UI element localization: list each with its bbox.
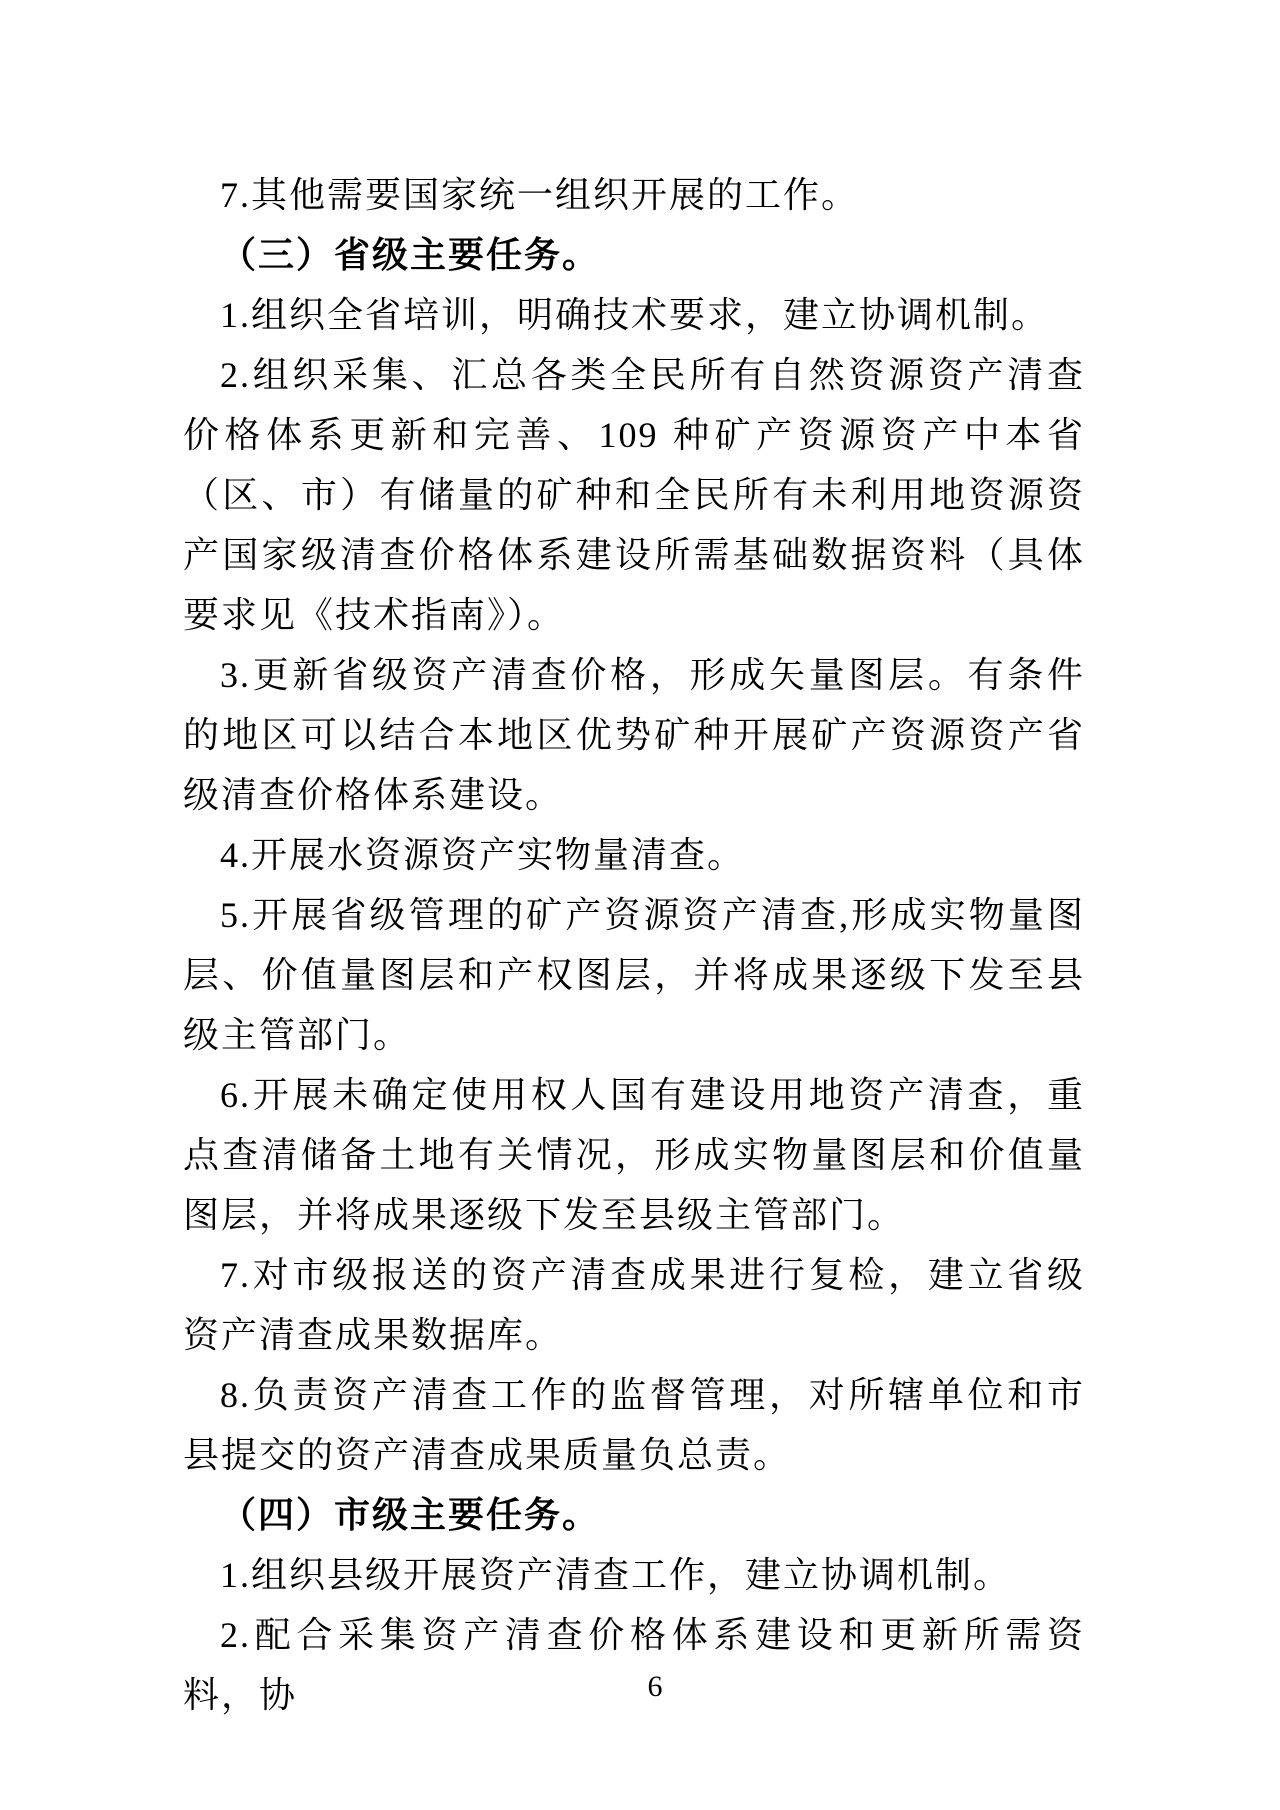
page-number: 6 (647, 1670, 663, 1703)
para-provincial-task-1: 1.组织全省培训，明确技术要求，建立协调机制。 (220, 295, 1050, 335)
heading-provincial-tasks: （三）省级主要任务。 (220, 235, 601, 275)
heading-municipal-tasks: （四）市级主要任务。 (220, 1495, 601, 1535)
para-provincial-task-8: 8.负责资产清查工作的监督管理，对所辖单位和市县提交的资产清查成果质量负总责。 (183, 1375, 1085, 1475)
document-body (183, 165, 1085, 1725)
para-provincial-task-5: 5.开展省级管理的矿产资源资产清查,形成实物量图层、价值量图层和产权图层，并将成果逐级下发至县级主管部门。 (183, 895, 1085, 1055)
para-municipal-task-2: 2.配合采集资产清查价格体系建设和更新所需资料，协 (183, 1615, 1085, 1715)
para-provincial-task-2: 2.组织采集、汇总各类全民所有自然资源资产清查价格体系更新和完善、109 种矿产资源资产中本省（区、市）有储量的矿种和全民所有未利用地资源资产国家级清查价格体系建设所需基础数据资料（具体要求见《技术指南》）。 (183, 355, 1085, 635)
para-provincial-task-4: 4.开展水资源资产实物量清查。 (220, 835, 746, 875)
para-national-task-7: 7.其他需要国家统一组织开展的工作。 (220, 175, 860, 215)
para-provincial-task-3: 3.更新省级资产清查价格，形成矢量图层。有条件的地区可以结合本地区优势矿种开展矿产资源资产省级清查价格体系建设。 (183, 655, 1085, 815)
para-provincial-task-7: 7.对市级报送的资产清查成果进行复检，建立省级资产清查成果数据库。 (183, 1255, 1085, 1355)
para-municipal-task-1: 1.组织县级开展资产清查工作，建立协调机制。 (220, 1555, 1012, 1595)
para-provincial-task-6: 6.开展未确定使用权人国有建设用地资产清查，重点查清储备土地有关情况，形成实物量图层和价值量图层，并将成果逐级下发至县级主管部门。 (183, 1075, 1085, 1235)
